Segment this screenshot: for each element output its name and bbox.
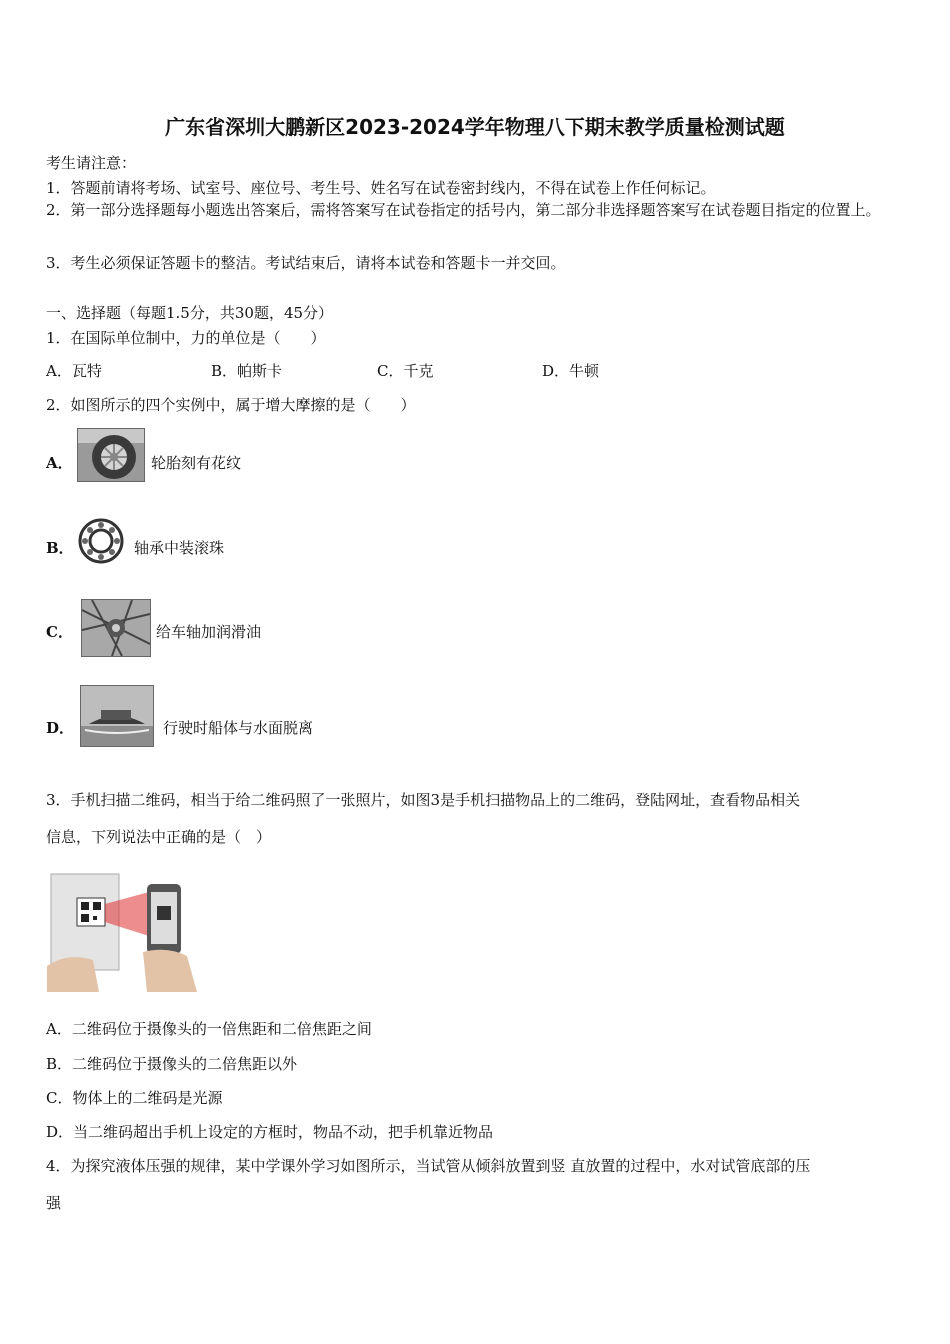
q4-stem-line-2: 强 — [46, 1194, 62, 1212]
q1-option-d: D．牛顿 — [542, 362, 600, 380]
q2-option-b-letter: B． — [46, 539, 74, 557]
q3-option-b: B．二维码位于摄像头的二倍焦距以外 — [46, 1055, 298, 1073]
q3-option-c: C．物体上的二维码是光源 — [46, 1089, 223, 1107]
hovercraft-image — [80, 685, 154, 747]
q2-option-d-caption: 行驶时船体与水面脱离 — [163, 719, 314, 737]
q2-option-a-caption: 轮胎刻有花纹 — [151, 454, 242, 472]
q1-stem: 1．在国际单位制中，力的单位是（ ） — [46, 329, 326, 347]
tire-image — [77, 428, 145, 482]
bicycle-axle-image — [81, 599, 151, 657]
q1-option-a: A．瓦特 — [46, 362, 102, 380]
q2-option-c-letter: C． — [46, 623, 73, 641]
notice-item-3: 3．考生必须保证答题卡的整洁。考试结束后，请将本试卷和答题卡一并交回。 — [46, 254, 566, 272]
notice-heading: 考生请注意： — [46, 154, 137, 172]
q3-option-a: A．二维码位于摄像头的一倍焦距和二倍焦距之间 — [46, 1020, 372, 1038]
notice-item-2: 2．第一部分选择题每小题选出答案后，需将答案写在试卷指定的括号内，第二部分非选择题答案写在试卷题目指定的位置上。 — [46, 201, 881, 219]
qr-scan-image — [47, 870, 202, 992]
q2-stem: 2．如图所示的四个实例中，属于增大摩擦的是（ ） — [46, 396, 416, 414]
q2-option-c-caption: 给车轴加润滑油 — [156, 623, 262, 641]
q1-option-b: B．帕斯卡 — [211, 362, 283, 380]
q2-option-d-letter: D． — [46, 719, 75, 737]
q3-option-d: D．当二维码超出手机上设定的方框时，物品不动，把手机靠近物品 — [46, 1123, 494, 1141]
exam-title: 广东省深圳大鹏新区2023-2024学年物理八下期末教学质量检测试题 — [165, 115, 785, 139]
q3-stem-line-1: 3．手机扫描二维码，相当于给二维码照了一张照片，如图3是手机扫描物品上的二维码，登陆网址，查看物品相关 — [46, 791, 801, 809]
q4-stem-line-1: 4．为探究液体压强的规律，某中学课外学习如图所示，当试管从倾斜放置到竖 直放置的过程中，水对试管底部的压 — [46, 1157, 811, 1175]
q3-stem-line-2: 信息，下列说法中正确的是（ ） — [46, 828, 272, 846]
bearing-image — [77, 517, 125, 565]
q2-option-b-caption: 轴承中装滚珠 — [134, 539, 225, 557]
q1-option-c: C．千克 — [377, 362, 434, 380]
section-heading: 一、选择题（每题1.5分，共30题，45分） — [46, 304, 334, 322]
notice-item-1: 1．答题前请将考场、试室号、座位号、考生号、姓名写在试卷密封线内，不得在试卷上作任何标记。 — [46, 179, 716, 197]
q2-option-a-letter: A． — [46, 454, 73, 472]
